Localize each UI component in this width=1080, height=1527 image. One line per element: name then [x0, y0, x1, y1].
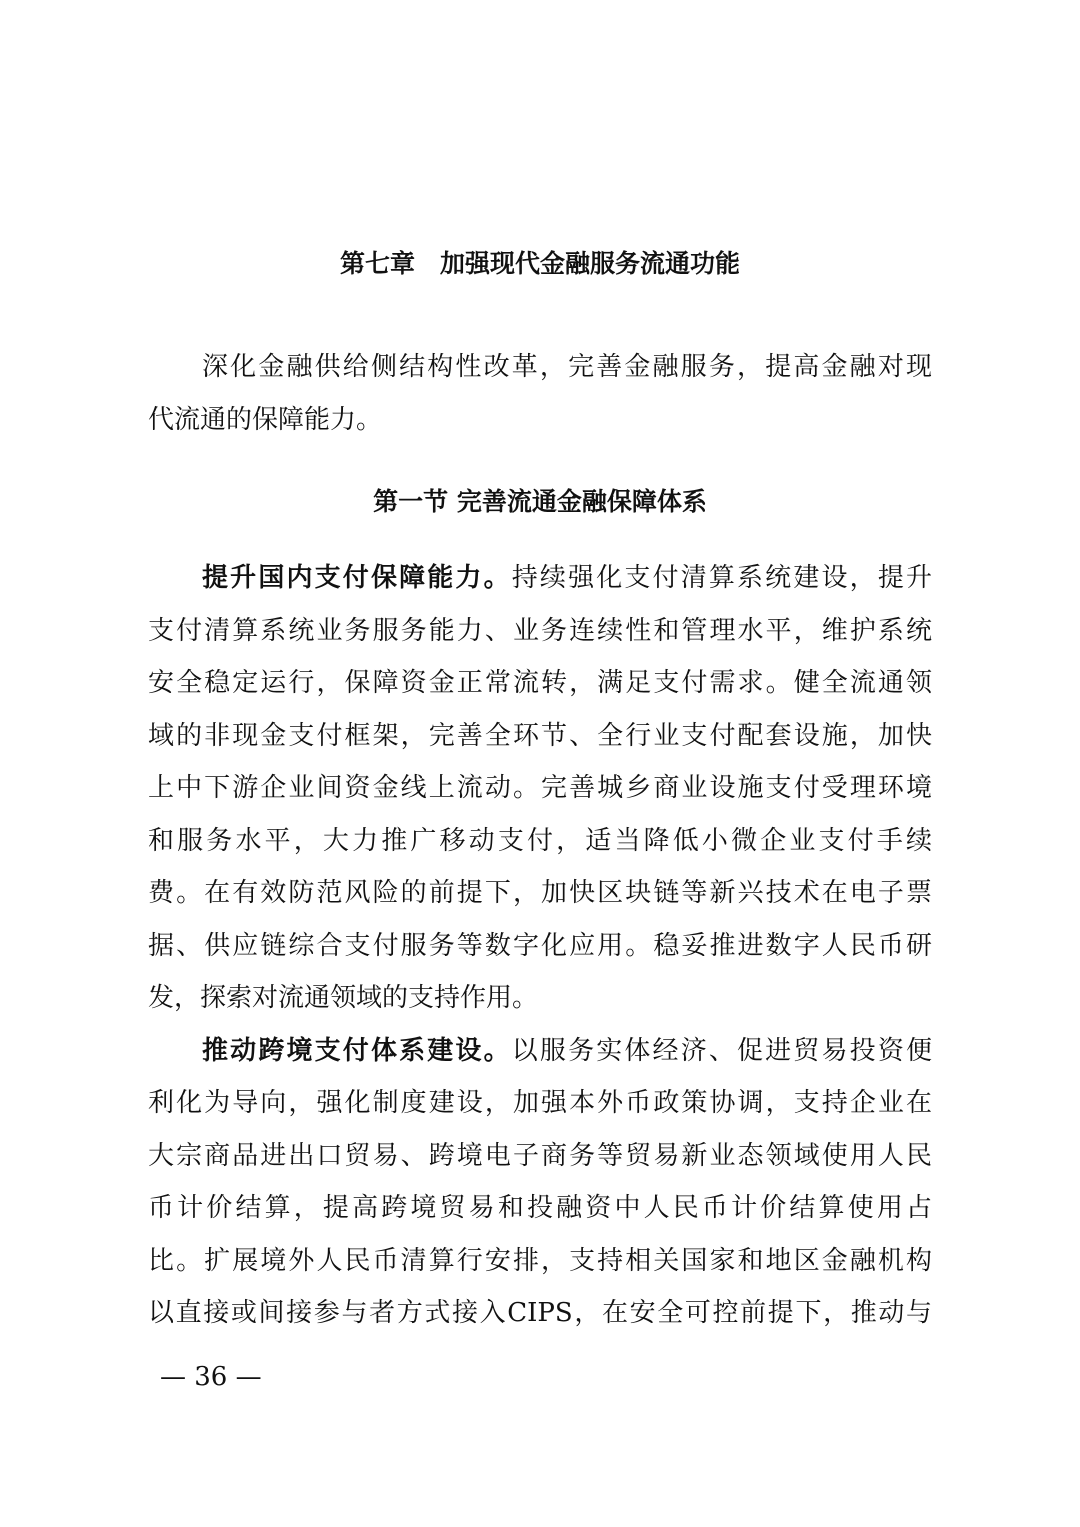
- paragraph-line: 大宗商品进出口贸易、跨境电子商务等贸易新业态领域使用人民: [148, 1141, 932, 1171]
- paragraph-line: 费。在有效防范风险的前提下，加快区块链等新兴技术在电子票: [148, 878, 932, 908]
- paragraph-first-line: [202, 561, 932, 595]
- paragraph-line: 支付清算系统业务服务能力、业务连续性和管理水平，维护系统: [148, 616, 932, 646]
- paragraph-lead: 推动跨境支付体系建设。: [202, 1036, 512, 1066]
- page-number: — 36 —: [160, 1362, 262, 1392]
- chapter-title: 第七章 加强现代金融服务流通功能: [339, 249, 740, 278]
- paragraph-line: 比。扩展境外人民币清算行安排，支持相关国家和地区金融机构: [148, 1246, 932, 1276]
- paragraph-lead: 提升国内支付保障能力。: [202, 563, 512, 593]
- paragraph-text: 以服务实体经济、促进贸易投资便: [511, 1036, 932, 1066]
- paragraph-text: 持续强化支付清算系统建设，提升: [511, 563, 932, 593]
- paragraph-line: 安全稳定运行，保障资金正常流转，满足支付需求。健全流通领: [148, 668, 932, 698]
- paragraph-line: 上中下游企业间资金线上流动。完善城乡商业设施支付受理环境: [148, 773, 932, 803]
- paragraph-line: 利化为导向，强化制度建设，加强本外币政策协调，支持企业在: [148, 1088, 932, 1118]
- paragraph-line: 发，探索对流通领域的支持作用。: [148, 983, 539, 1013]
- paragraph-line: 币计价结算，提高跨境贸易和投融资中人民币计价结算使用占: [148, 1193, 932, 1223]
- paragraph-first-line: [202, 1034, 932, 1068]
- paragraph-line: 域的非现金支付框架，完善全环节、全行业支付配套设施，加快: [148, 721, 932, 751]
- paragraph-line: 以直接或间接参与者方式接入CIPS，在安全可控前提下，推动与: [148, 1298, 932, 1328]
- paragraph-line: 和服务水平，大力推广移动支付，适当降低小微企业支付手续: [148, 826, 932, 856]
- section-title: 第一节 完善流通金融保障体系: [373, 487, 707, 516]
- intro-line: 代流通的保障能力。: [148, 405, 383, 435]
- paragraph-line: 据、供应链综合支付服务等数字化应用。稳妥推进数字人民币研: [148, 931, 932, 961]
- intro-line: 深化金融供给侧结构性改革，完善金融服务，提高金融对现: [202, 352, 932, 382]
